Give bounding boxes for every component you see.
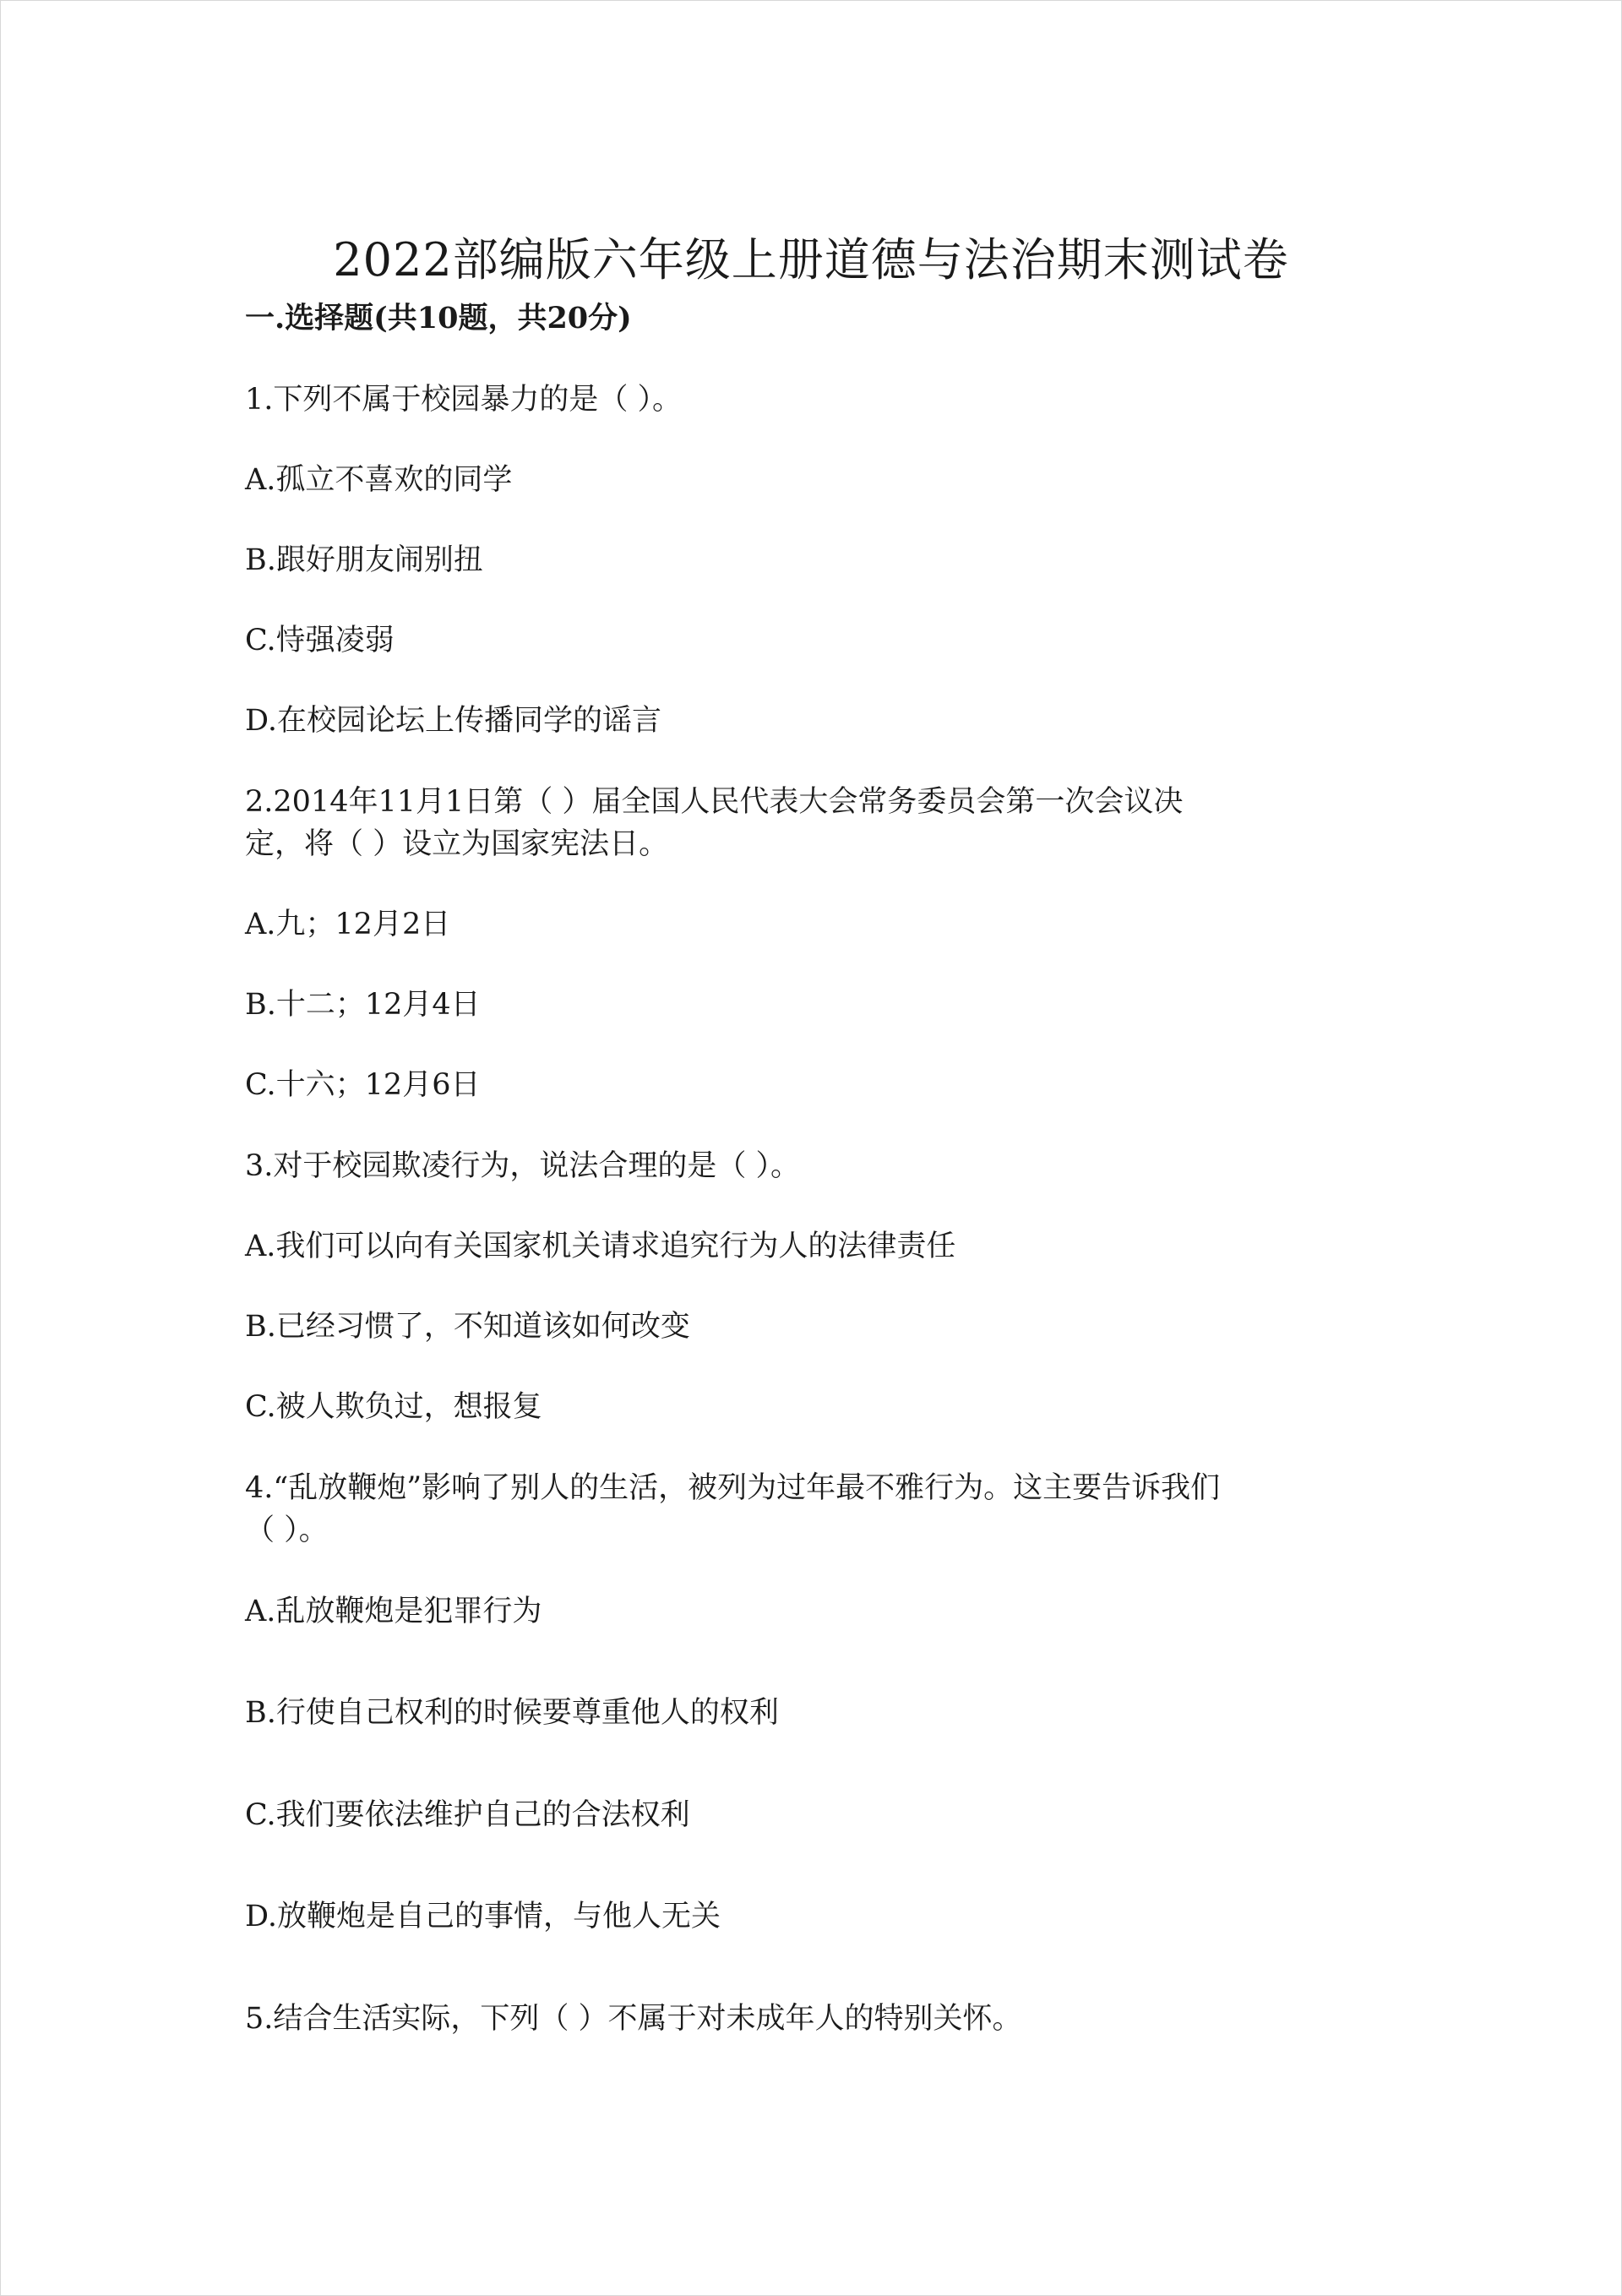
question-2-stem-line-1: 2.2014年11月1日第（ ）届全国人民代表大会常务委员会第一次会议决 — [245, 785, 1184, 819]
question-2-option-c: C.十六；12月6日 — [245, 1068, 481, 1102]
question-4-option-c: C.我们要依法维护自己的合法权利 — [245, 1798, 690, 1832]
question-2-stem-line-2: 定，将（ ）设立为国家宪法日。 — [245, 827, 669, 861]
document-title: 2022部编版六年级上册道德与法治期末测试卷 — [333, 233, 1289, 287]
question-2-option-b: B.十二；12月4日 — [245, 988, 481, 1022]
section-heading: 一.选择题(共10题，共20分) — [245, 301, 632, 335]
question-1-option-c: C.恃强凌弱 — [245, 624, 395, 657]
question-4-option-b: B.行使自己权利的时候要尊重他人的权利 — [245, 1696, 779, 1730]
question-1-option-b: B.跟好朋友闹别扭 — [245, 543, 483, 577]
question-4-stem-line-2: （ ）。 — [245, 1513, 329, 1547]
question-4-option-a: A.乱放鞭炮是犯罪行为 — [245, 1595, 542, 1628]
question-4-option-d: D.放鞭炮是自己的事情，与他人无关 — [245, 1900, 721, 1933]
question-1-option-a: A.孤立不喜欢的同学 — [245, 463, 513, 497]
question-3-option-c: C.被人欺负过，想报复 — [245, 1390, 542, 1424]
question-3-option-b: B.已经习惯了，不知道该如何改变 — [245, 1310, 690, 1344]
question-3-option-a: A.我们可以向有关国家机关请求追究行为人的法律责任 — [245, 1230, 956, 1263]
question-5-stem: 5.结合生活实际，下列（ ）不属于对未成年人的特别关怀。 — [245, 2002, 1022, 2036]
question-3-stem: 3.对于校园欺凌行为，说法合理的是（ ）。 — [245, 1149, 801, 1183]
question-1-stem: 1.下列不属于校园暴力的是（ ）。 — [245, 383, 683, 417]
question-4-stem-line-1: 4.“乱放鞭炮”影响了别人的生活，被列为过年最不雅行为。这主要告诉我们 — [245, 1471, 1221, 1505]
question-1-option-d: D.在校园论坛上传播同学的谣言 — [245, 704, 661, 738]
question-2-option-a: A.九；12月2日 — [245, 908, 451, 941]
